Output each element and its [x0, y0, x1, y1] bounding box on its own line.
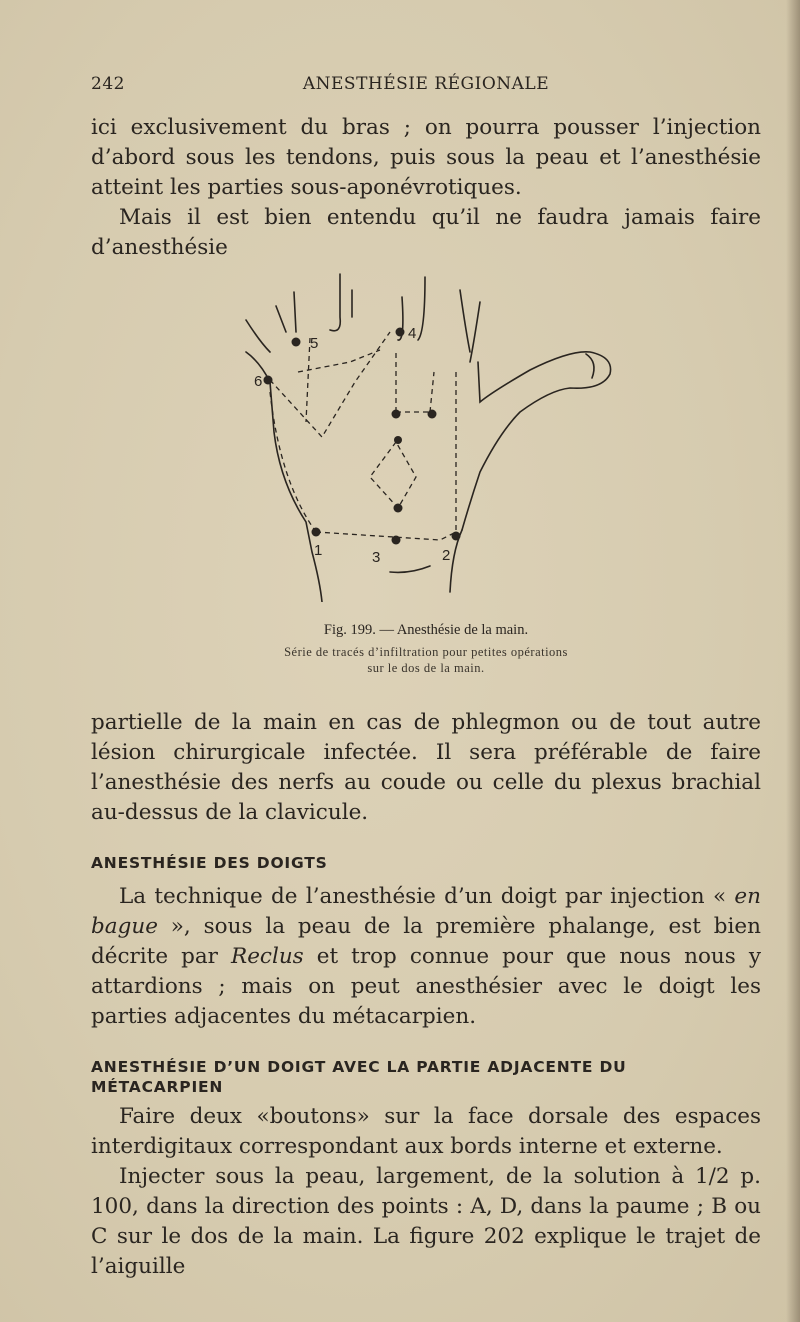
paragraph-3: partielle de la main en cas de phlegmon ou de tout autre lésion chirurgicale infectée. Il sera préférable de faire l’anesthésie des nerfs au coude ou celle du plexus brachial au-dessus de la clavicule.	[91, 710, 761, 825]
paragraph-4-emphasis: en bague	[91, 884, 761, 939]
paragraph-1: ici exclusivement du bras ; on pourra pousser l’injection d’abord sous les tendons, puis sous la peau et l’anesthésie atteint les parties sous-aponévrotiques.	[91, 115, 761, 200]
page-number: 242	[91, 74, 125, 94]
section-heading-doigt-metacarpien: ANESTHÉSIE D’UN DOIGT AVEC LA PARTIE ADJACENTE DU MÉTACARPIEN	[91, 1058, 627, 1096]
injection-point-1	[312, 528, 321, 537]
page-header	[91, 74, 761, 96]
paragraph-2: Mais il est bien entendu qu’il ne faudra jamais faire d’anesthésie	[91, 205, 761, 260]
figure-subcaption-line-2: sur le dos de la main.	[367, 661, 485, 675]
label-5: 5	[310, 335, 319, 352]
paragraph-4-part-a: La technique de l’anesthésie d’un doigt par injection «	[119, 884, 727, 909]
injection-point-4	[396, 328, 405, 337]
hand-illustration	[230, 262, 630, 602]
paragraph-6: Injecter sous la peau, largement, de la solution à 1/2 p. 100, dans la direction des points : A, D, dans la paume ; B ou C sur le dos de la main. La figure 202 explique le trajet de l’aiguille	[91, 1164, 761, 1279]
page-edge-shadow	[786, 0, 800, 1322]
label-6: 6	[254, 373, 263, 390]
injection-point-6	[264, 376, 273, 385]
paragraph-5: Faire deux «boutons» sur la face dorsale des espaces interdigitaux correspondant aux bords interne et externe.	[91, 1104, 761, 1159]
paragraph-4-part-b: », sous la peau de la première phalange, est bien décrite par	[91, 914, 761, 969]
paragraph-4	[91, 882, 761, 1032]
figure-caption: Fig. 199. — Anesthésie de la main.	[323, 622, 529, 638]
injection-point-5	[292, 338, 301, 347]
section-heading-doigts: ANESTHÉSIE DES DOIGTS	[91, 854, 328, 872]
figure-subcaption	[91, 644, 761, 676]
label-2: 2	[442, 547, 451, 564]
hand-figure	[230, 262, 630, 602]
label-4: 4	[408, 325, 417, 342]
injection-point-3	[392, 536, 401, 545]
running-title: ANESTHÉSIE RÉGIONALE	[302, 74, 550, 94]
figure-subcaption-line-1: Série de tracés d’infiltration pour petites opérations	[284, 645, 568, 659]
paragraph-4-part-c: et trop connue pour que nous nous y attardions ; mais on peut anesthésier avec le doigt les parties adjacentes du métacarpien.	[91, 944, 761, 1029]
paragraph-4-author: Reclus	[231, 944, 304, 969]
label-3: 3	[372, 549, 381, 566]
injection-point-2	[452, 532, 461, 541]
label-1: 1	[314, 542, 323, 559]
